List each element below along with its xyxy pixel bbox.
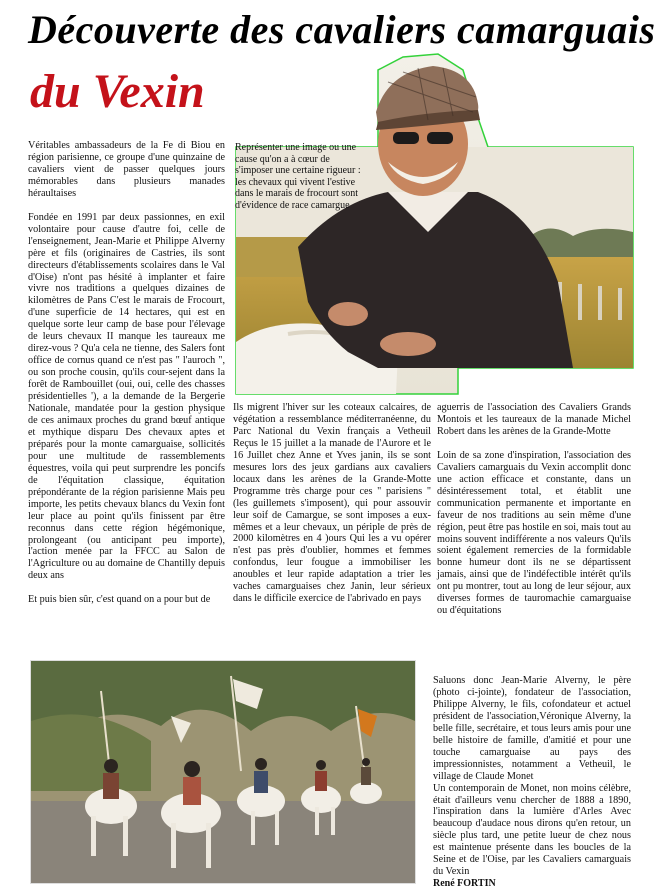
body-paragraph: Saluons donc Jean-Marie Alverny, le père (photo ci-jointe), fondateur de l'association, Philippe Alverny, le fils, cofondateur et actuel président de l'association,Véronique Alverny, la belle fille, secrétaire, et tous leurs amis pour une belle histoire de famille, d'amitié et pour une touche camarguaise au pays des impressionnistes, notamment a Vetheuil, le village de Claude Monet	[433, 675, 631, 782]
article-column-2	[233, 402, 431, 642]
intro-paragraph: Véritables ambassadeurs de la Fe di Biou en région parisienne, ce groupe d'une quinzaine de cavaliers vient de passer quelques jours mémorables dans plusieurs manades héraultaises	[28, 140, 225, 199]
riders-photo	[30, 660, 416, 884]
body-paragraph: Loin de sa zone d'inspiration, l'association des Cavaliers camarguais du Vexin accomplit donc une action efficace et constante, dans un désintéressement total, et établit une communication permanente et importante en faveur de nos traditions au sein même d'une région, peut être pas hostile en soi, mais tout au moins souvent indifférente a nos valeurs Qu'ils soient également remercies de la formidable bonne humeur dont ils ne se départissent jamais, ainsi que de l'indéfectible intérêt qu'ils ont pu montrer, tout au long de leur séjour, aux diverses formes de tauromachie camarguaise ou d'équitations	[437, 449, 631, 617]
article-column-1	[28, 140, 225, 630]
article-subtitle: du Vexin	[30, 65, 205, 118]
body-paragraph: Un contemporain de Monet, non moins célèbre, était d'ailleurs venu chercher de 1888 a 1890, l'inspiration dans la lumière d'Arles Avec beaucoup d'audace nous dirons qu'en retour, un siècle plus tard, une petite lueur de chez nous est maintenue présente dans les boucles de la Seine et de l'Oise, par les Cavaliers camarguais du Vexin	[433, 782, 631, 878]
author-signature: René FORTIN	[433, 878, 496, 890]
article-column-3	[437, 402, 631, 642]
body-paragraph: Ils migrent l'hiver sur les coteaux calcaires, de végétation a ressemblance méditerranéenne, du Parc National du Vexin français a Vetheuil Reçus le 15 juillet a la manade de l'Aurore et le 16 Juillet chez Anne et Yves janin, ils se sont mesures lors des jeux gardians aux cavaliers locaux dans les arènes de la Grande-Motte Programme très charge pour ces " parisiens " (les guillemets s'imposent), qui pour assouvir leur soif de Camargue, se sont imposes a eux-mêmes et a leur chevaux, un périple de près de 2000 kilomètres en 4 )ours Qui les a vu opérer n'est pas près d'oublier, hommes et femmes confondus, leur fougue a immobiliser les anoubles et leur rapide adaptation a trier les vaches camarguaises chez Janin, leur sérieux dans le difficile exercice de l'abrivado en pays	[233, 402, 431, 605]
article-title: Découverte des cavaliers camarguais	[28, 7, 656, 52]
portrait-photo	[228, 52, 638, 394]
photo-caption: Représenter une image ou une cause qu'on a à cœur de s'imposer une certaine rigueur : les chevaux qui vivent l'estive dans le marais de frocourt sont d'évidence de race camargue	[235, 142, 361, 211]
body-paragraph: aguerris de l'association des Cavaliers Grands Montois et les taureaux de la manade Michel Robert dans les arènes de la Grande-Motte	[437, 402, 631, 437]
body-paragraph: Et puis bien sûr, c'est quand on a pour but de	[28, 594, 211, 606]
body-paragraph: Fondée en 1991 par deux passionnes, en exil volontaire pour cause d'autre foi, celle de l'enseignement, Jean-Marie et Philippe Alverny père et fils (originaires de Castries, ils sont directeurs d'établissements scolaires dans le Val d'Oise) n'ont pas hésité à implanter et faire vivre nos traditions a quelques dizaines de kilomètres de Pans C'est le marais de Frocourt, d'une superficie de 14 hectares, qui est en quelque sorte leur camp de base pour l'élevage de leurs chevaux II manque les taureaux me direz-vous ? Qu'a cela ne tienne, des Salers font office de cornus quand ce n'est pas " l'auroch ", ou son proche cousin, qu'ils cour-sejent dans la forêt de Rambouillet (oui, oui, celle des chasses présidentielles '), a la demande de la Bergerie Nationale, mandatée pour la gestion physique de ces animaux proches du grand bœuf antique et mythique disparu Des chevaux aptes et préparés pour la monte camarguaise, sollicités pour une multitude de rassemblements équestres, voila qui peut surprendre les poncifs de l'équitation classique, équitation prépondérante de la région parisienne Mais peu importe, les petits chevaux blancs du Vexin font leur place au point qu'ils finissent par être reconnus dans cette région hégémonique, prolongeant (ou anticipant peu importe), l'action menée par la FFCC au Salon de l'Agriculture ou au domaine de Chantilly depuis deux ans	[28, 211, 225, 582]
article-column-4	[433, 675, 631, 890]
